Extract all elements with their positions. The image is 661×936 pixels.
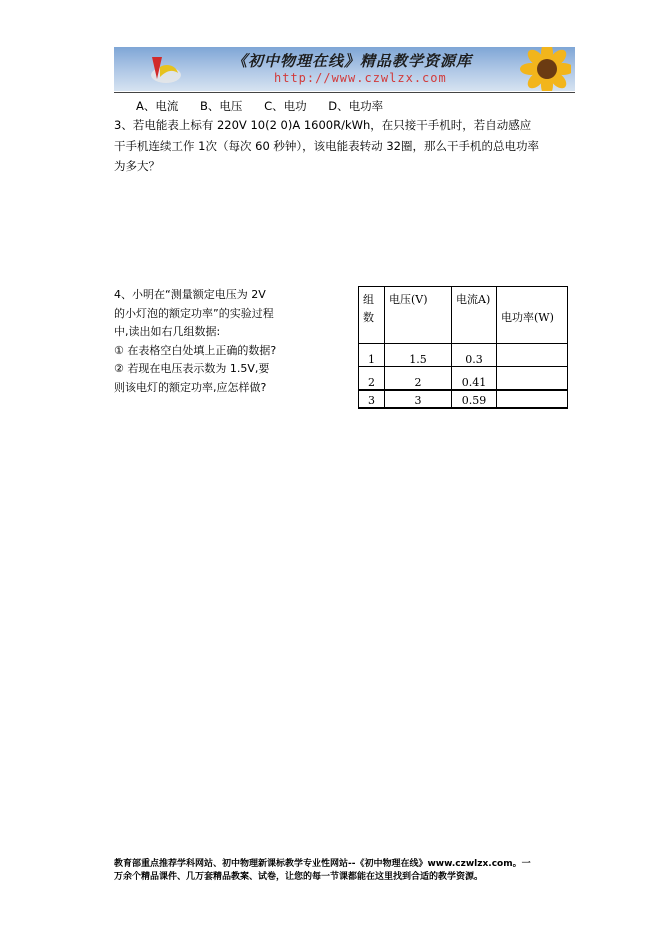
cell-voltage: 1.5 (385, 344, 452, 367)
q4-line: 4、小明在“测量额定电压为 2V (114, 288, 266, 301)
header-current: 电流A) (452, 287, 497, 344)
table-header-row (359, 287, 568, 344)
cell-group: 1 (359, 344, 385, 367)
cell-voltage: 3 (385, 390, 452, 408)
option-b: B、电压 (200, 99, 243, 113)
q2-options (136, 98, 401, 114)
option-c: C、电功 (264, 99, 307, 113)
header-title: 《初中物理在线》精品教学资源库 (232, 52, 473, 70)
footer-line1: 教育部重点推荐学科网站、初中物理新课标教学专业性网站--《初中物理在线》www.czwlzx.com。一 (114, 859, 531, 869)
q4-line: 则该电灯的额定功率,应怎样做? (114, 380, 267, 394)
header-rule (114, 92, 575, 93)
cell-group: 2 (359, 367, 385, 391)
option-a: A、电流 (136, 99, 179, 113)
q4-line: ① 在表格空白处填上正确的数据? (114, 343, 277, 357)
header-url[interactable]: http://www.czwlzx.com (274, 71, 447, 85)
header-power: 电功率(W) (497, 287, 568, 344)
data-table (358, 286, 568, 409)
q4-line: ② 若现在电压表示数为 1.5V,要 (114, 362, 270, 375)
option-d: D、电功率 (328, 99, 384, 113)
cell-power[interactable] (497, 390, 568, 408)
q4-text (114, 286, 276, 397)
q3-line1: 3、若电能表上标有 220V 10(2 0)A 1600R/kWh，在只接干手机时，若自动感应 (114, 118, 532, 132)
cell-group: 3 (359, 390, 385, 408)
footer-line2: 万余个精品课件、几万套精品教案、试卷，让您的每一节课都能在这里找到合适的教学资源。 (114, 872, 484, 882)
cell-current: 0.41 (452, 367, 497, 391)
cell-power[interactable] (497, 344, 568, 367)
table-row (359, 390, 568, 408)
q4-line: 中,读出如右几组数据: (114, 325, 221, 338)
cell-power[interactable] (497, 367, 568, 391)
header-banner (114, 47, 575, 91)
q3-line3: 为多大？ (114, 159, 160, 173)
q3-line2: 干手机连续工作 1次（每次 60 秒钟），该电能表转动 32圈，那么干手机的总电功率 (114, 139, 539, 153)
q4-line: 的小灯泡的额定功率”的实验过程 (114, 306, 274, 320)
logo-icon (146, 53, 182, 85)
sunflower-icon (507, 47, 571, 91)
table-row (359, 344, 568, 367)
cell-voltage: 2 (385, 367, 452, 391)
header-voltage: 电压(V) (385, 287, 452, 344)
cell-current: 0.59 (452, 390, 497, 408)
header-group: 组数 (359, 287, 385, 344)
cell-current: 0.3 (452, 344, 497, 367)
table-row (359, 367, 568, 391)
footer (114, 858, 574, 884)
